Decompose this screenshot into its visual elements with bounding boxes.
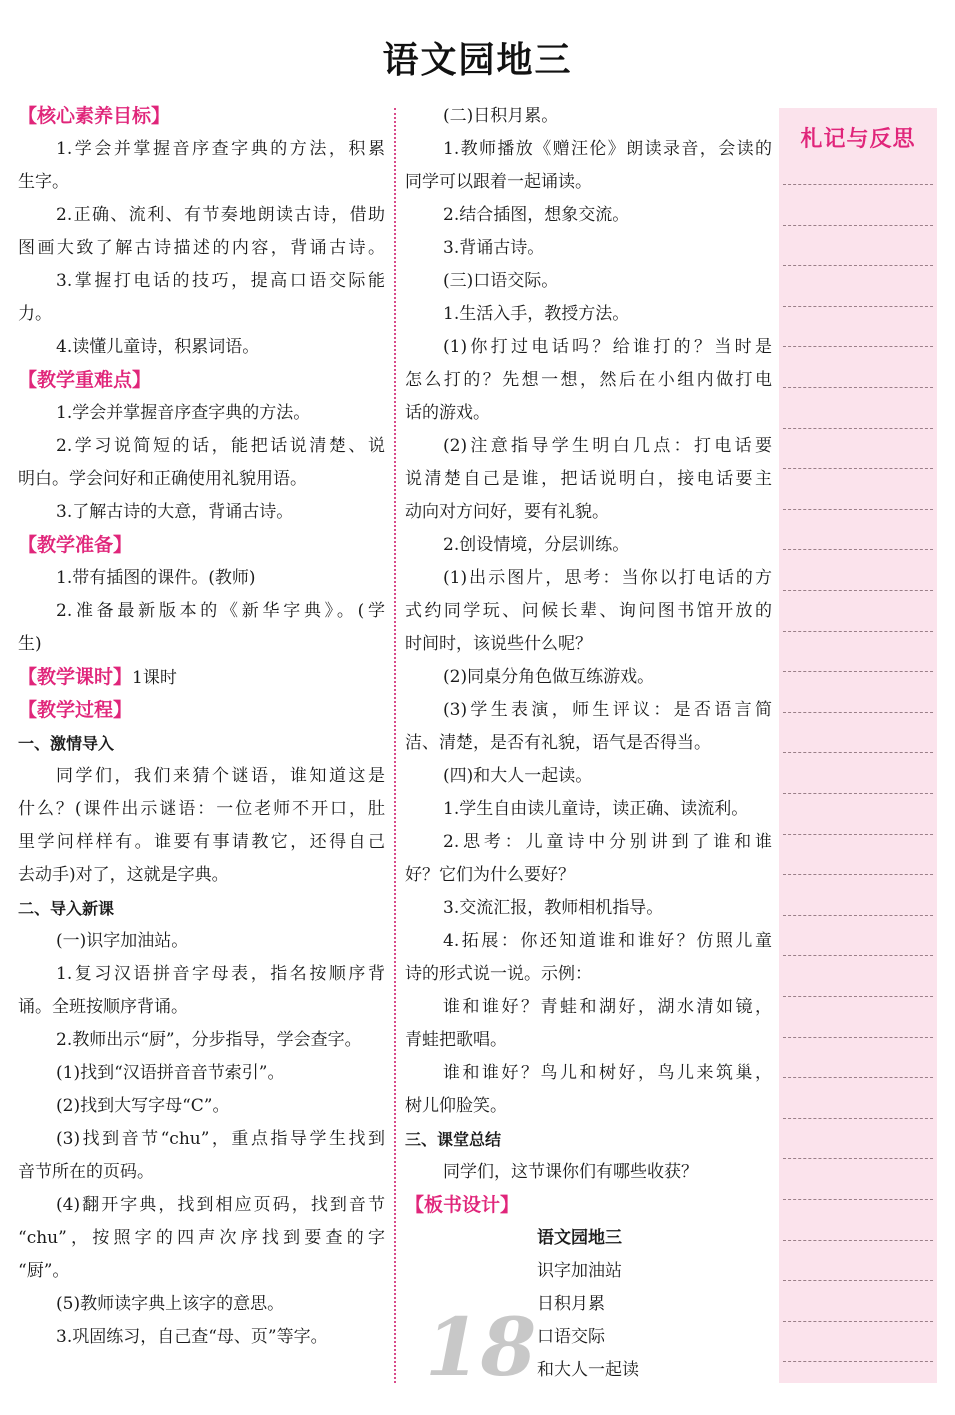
section-heading <box>18 529 385 562</box>
notes-title: 札记与反思 <box>800 127 916 152</box>
text-line: 同学们，这节课你们有哪些收获？ <box>443 1162 698 1182</box>
text-line: 3.掌握打电话的技巧，提高口语交际能 <box>56 271 385 291</box>
board-design-item: 识字加油站 <box>537 1261 622 1281</box>
text-line: 洁、清楚，是否有礼貌，语气是否得当。 <box>405 733 711 753</box>
text-line: 动向对方问好，要有礼貌。 <box>405 502 609 522</box>
text-line: 生) <box>18 634 42 654</box>
note-writing-line <box>783 265 933 266</box>
text-line: (1)你打过电话吗？给谁打的？当时是 <box>443 337 772 357</box>
text-line: 同学们，我们来猜个谜语，谁知道这是 <box>56 766 385 786</box>
note-writing-line <box>783 184 933 185</box>
text-line: 1.教师播放《赠汪伦》朗读录音，会读的 <box>443 139 772 159</box>
note-writing-line <box>783 631 933 632</box>
text-line: 1.复习汉语拼音字母表，指名按顺序背 <box>56 964 385 984</box>
subsection-heading: 一、激情导入 <box>18 734 115 753</box>
section-heading <box>18 100 385 133</box>
note-writing-line <box>783 1037 933 1038</box>
page-title: 语文园地三 <box>382 39 573 81</box>
text-line: 4.读懂儿童诗，积累词语。 <box>56 337 260 357</box>
note-writing-line <box>783 387 933 388</box>
text-line: (3)学生表演，师生评议：是否语言简 <box>443 700 772 720</box>
text-line: 4.拓展：你还知道谁和谁好？仿照儿童 <box>443 931 772 951</box>
text-line: 怎么打的？先想一想，然后在小组内做打电 <box>405 370 772 390</box>
note-writing-line <box>783 590 933 591</box>
note-writing-line <box>783 996 933 997</box>
section-heading <box>18 694 385 727</box>
text-line: 1.带有插图的课件。(教师) <box>56 568 256 588</box>
text-line: 2.正确、流利、有节奏地朗读古诗，借助 <box>56 205 385 225</box>
text-line: 青蛙把歌唱。 <box>405 1030 507 1050</box>
text-line: (2)注意指导学生明白几点：打电话要 <box>443 436 772 456</box>
text-line: (二)日积月累。 <box>443 106 559 126</box>
section-heading-text: 【板书设计】 <box>405 1194 520 1216</box>
note-writing-line <box>783 712 933 713</box>
text-line: 2.教师出示“厨”，分步指导，学会查字。 <box>56 1030 362 1050</box>
note-writing-line <box>783 874 933 875</box>
note-writing-line <box>783 834 933 835</box>
text-line: 1.学会并掌握音序查字典的方法，积累 <box>56 139 385 159</box>
section-heading-text: 【教学准备】 <box>18 534 133 556</box>
text-line: (1)出示图片，思考：当你以打电话的方 <box>443 568 772 588</box>
note-writing-line <box>783 468 933 469</box>
section-heading <box>405 1189 772 1222</box>
text-line: 里学问样样有。谁要有事请教它，还得自己 <box>18 832 385 852</box>
text-line: 3.巩固练习，自己查“母、页”等字。 <box>56 1327 328 1347</box>
note-writing-line <box>783 671 933 672</box>
text-line: 音节所在的页码。 <box>18 1162 154 1182</box>
left-column <box>18 100 385 1354</box>
text-line: 2.创设情境，分层训练。 <box>443 535 630 555</box>
note-writing-line <box>783 225 933 226</box>
text-line: 时间时，该说些什么呢？ <box>405 634 592 654</box>
note-writing-line <box>783 1118 933 1119</box>
text-line: 图画大致了解古诗描述的内容，背诵古诗。 <box>18 238 385 258</box>
text-line: 树儿仰脸笑。 <box>405 1096 507 1116</box>
text-line: 1.生活入手，教授方法。 <box>443 304 630 324</box>
note-writing-line <box>783 1321 933 1322</box>
text-line: 生字。 <box>18 172 69 192</box>
page-number: 18 <box>425 1300 537 1394</box>
subsection-heading: 三、课堂总结 <box>405 1130 502 1149</box>
text-line: 说清楚自己是谁，把话说明白，接电话要主 <box>405 469 772 489</box>
subsection-heading: 二、导入新课 <box>18 899 115 918</box>
note-writing-line <box>783 346 933 347</box>
text-line: 谁和谁好？青蛙和湖好，湖水清如镜， <box>443 997 772 1017</box>
note-writing-line <box>783 1199 933 1200</box>
note-writing-line <box>783 306 933 307</box>
note-writing-line <box>783 955 933 956</box>
section-heading-text: 【教学重难点】 <box>18 369 152 391</box>
note-writing-line <box>783 549 933 550</box>
note-writing-line <box>783 752 933 753</box>
board-design-title: 语文园地三 <box>537 1228 622 1248</box>
column-divider <box>394 108 396 1383</box>
text-line: 1.学会并掌握音序查字典的方法。 <box>56 403 311 423</box>
text-line: 好？它们为什么要好？ <box>405 865 575 885</box>
text-line: 去动手)对了，这就是字典。 <box>18 865 229 885</box>
text-line: (5)教师读字典上该字的意思。 <box>56 1294 285 1314</box>
middle-column <box>405 100 772 1387</box>
text-line: 同学可以跟着一起诵读。 <box>405 172 592 192</box>
section-heading-text: 【教学过程】 <box>18 699 133 721</box>
text-line: (三)口语交际。 <box>443 271 559 291</box>
note-writing-line <box>783 1158 933 1159</box>
text-line: “chu”，按照字的四声次序找到要查的字 <box>18 1228 385 1248</box>
text-line: (一)识字加油站。 <box>56 931 189 951</box>
text-line: (4)翻开字典，找到相应页码，找到音节 <box>56 1195 385 1215</box>
text-line: 2.准备最新版本的《新华字典》。(学 <box>56 601 385 621</box>
text-line: 2.结合插图，想象交流。 <box>443 205 630 225</box>
text-line: (四)和大人一起读。 <box>443 766 593 786</box>
text-line: 什么？(课件出示谜语：一位老师不开口，肚 <box>18 799 385 819</box>
notes-panel <box>779 108 937 1383</box>
note-writing-line <box>783 1240 933 1241</box>
note-writing-line <box>783 509 933 510</box>
text-line: 3.背诵古诗。 <box>443 238 545 258</box>
text-line: 明白。学会问好和正确使用礼貌用语。 <box>18 469 307 489</box>
note-writing-line <box>783 1280 933 1281</box>
section-heading <box>18 661 385 694</box>
text-line: 2.思考：儿童诗中分别讲到了谁和谁 <box>443 832 772 852</box>
text-line: “厨”。 <box>18 1261 70 1281</box>
note-writing-line <box>783 1361 933 1362</box>
section-heading <box>18 364 385 397</box>
text-line: 诗的形式说一说。示例： <box>405 964 592 984</box>
text-line: 话的游戏。 <box>405 403 490 423</box>
text-line: (1)找到“汉语拼音音节索引”。 <box>56 1063 285 1083</box>
section-heading-text: 【教学课时】 <box>18 666 133 688</box>
note-writing-line <box>783 1077 933 1078</box>
text-line: (2)找到大写字母“C”。 <box>56 1096 230 1116</box>
text-line: 1.学生自由读儿童诗，读正确、读流利。 <box>443 799 749 819</box>
board-design-item: 和大人一起读 <box>537 1360 639 1380</box>
text-line: (3)找到音节“chu”，重点指导学生找到 <box>56 1129 385 1149</box>
text-line: (2)同桌分角色做互练游戏。 <box>443 667 655 687</box>
note-writing-line <box>783 428 933 429</box>
text-line: 3.交流汇报，教师相机指导。 <box>443 898 664 918</box>
text-line: 2.学习说简短的话，能把话说清楚、说 <box>56 436 385 456</box>
section-heading-value: 1课时 <box>132 668 177 688</box>
section-heading-text: 【核心素养目标】 <box>18 105 171 127</box>
note-writing-line <box>783 915 933 916</box>
text-line: 诵。全班按顺序背诵。 <box>18 997 188 1017</box>
board-design-item: 口语交际 <box>537 1327 605 1347</box>
text-line: 力。 <box>18 304 52 324</box>
text-line: 式约同学玩、问候长辈、询问图书馆开放的 <box>405 601 772 621</box>
board-design-item: 日积月累 <box>537 1294 605 1314</box>
text-line: 谁和谁好？鸟儿和树好，鸟儿来筑巢， <box>443 1063 772 1083</box>
note-writing-line <box>783 793 933 794</box>
text-line: 3.了解古诗的大意，背诵古诗。 <box>56 502 294 522</box>
